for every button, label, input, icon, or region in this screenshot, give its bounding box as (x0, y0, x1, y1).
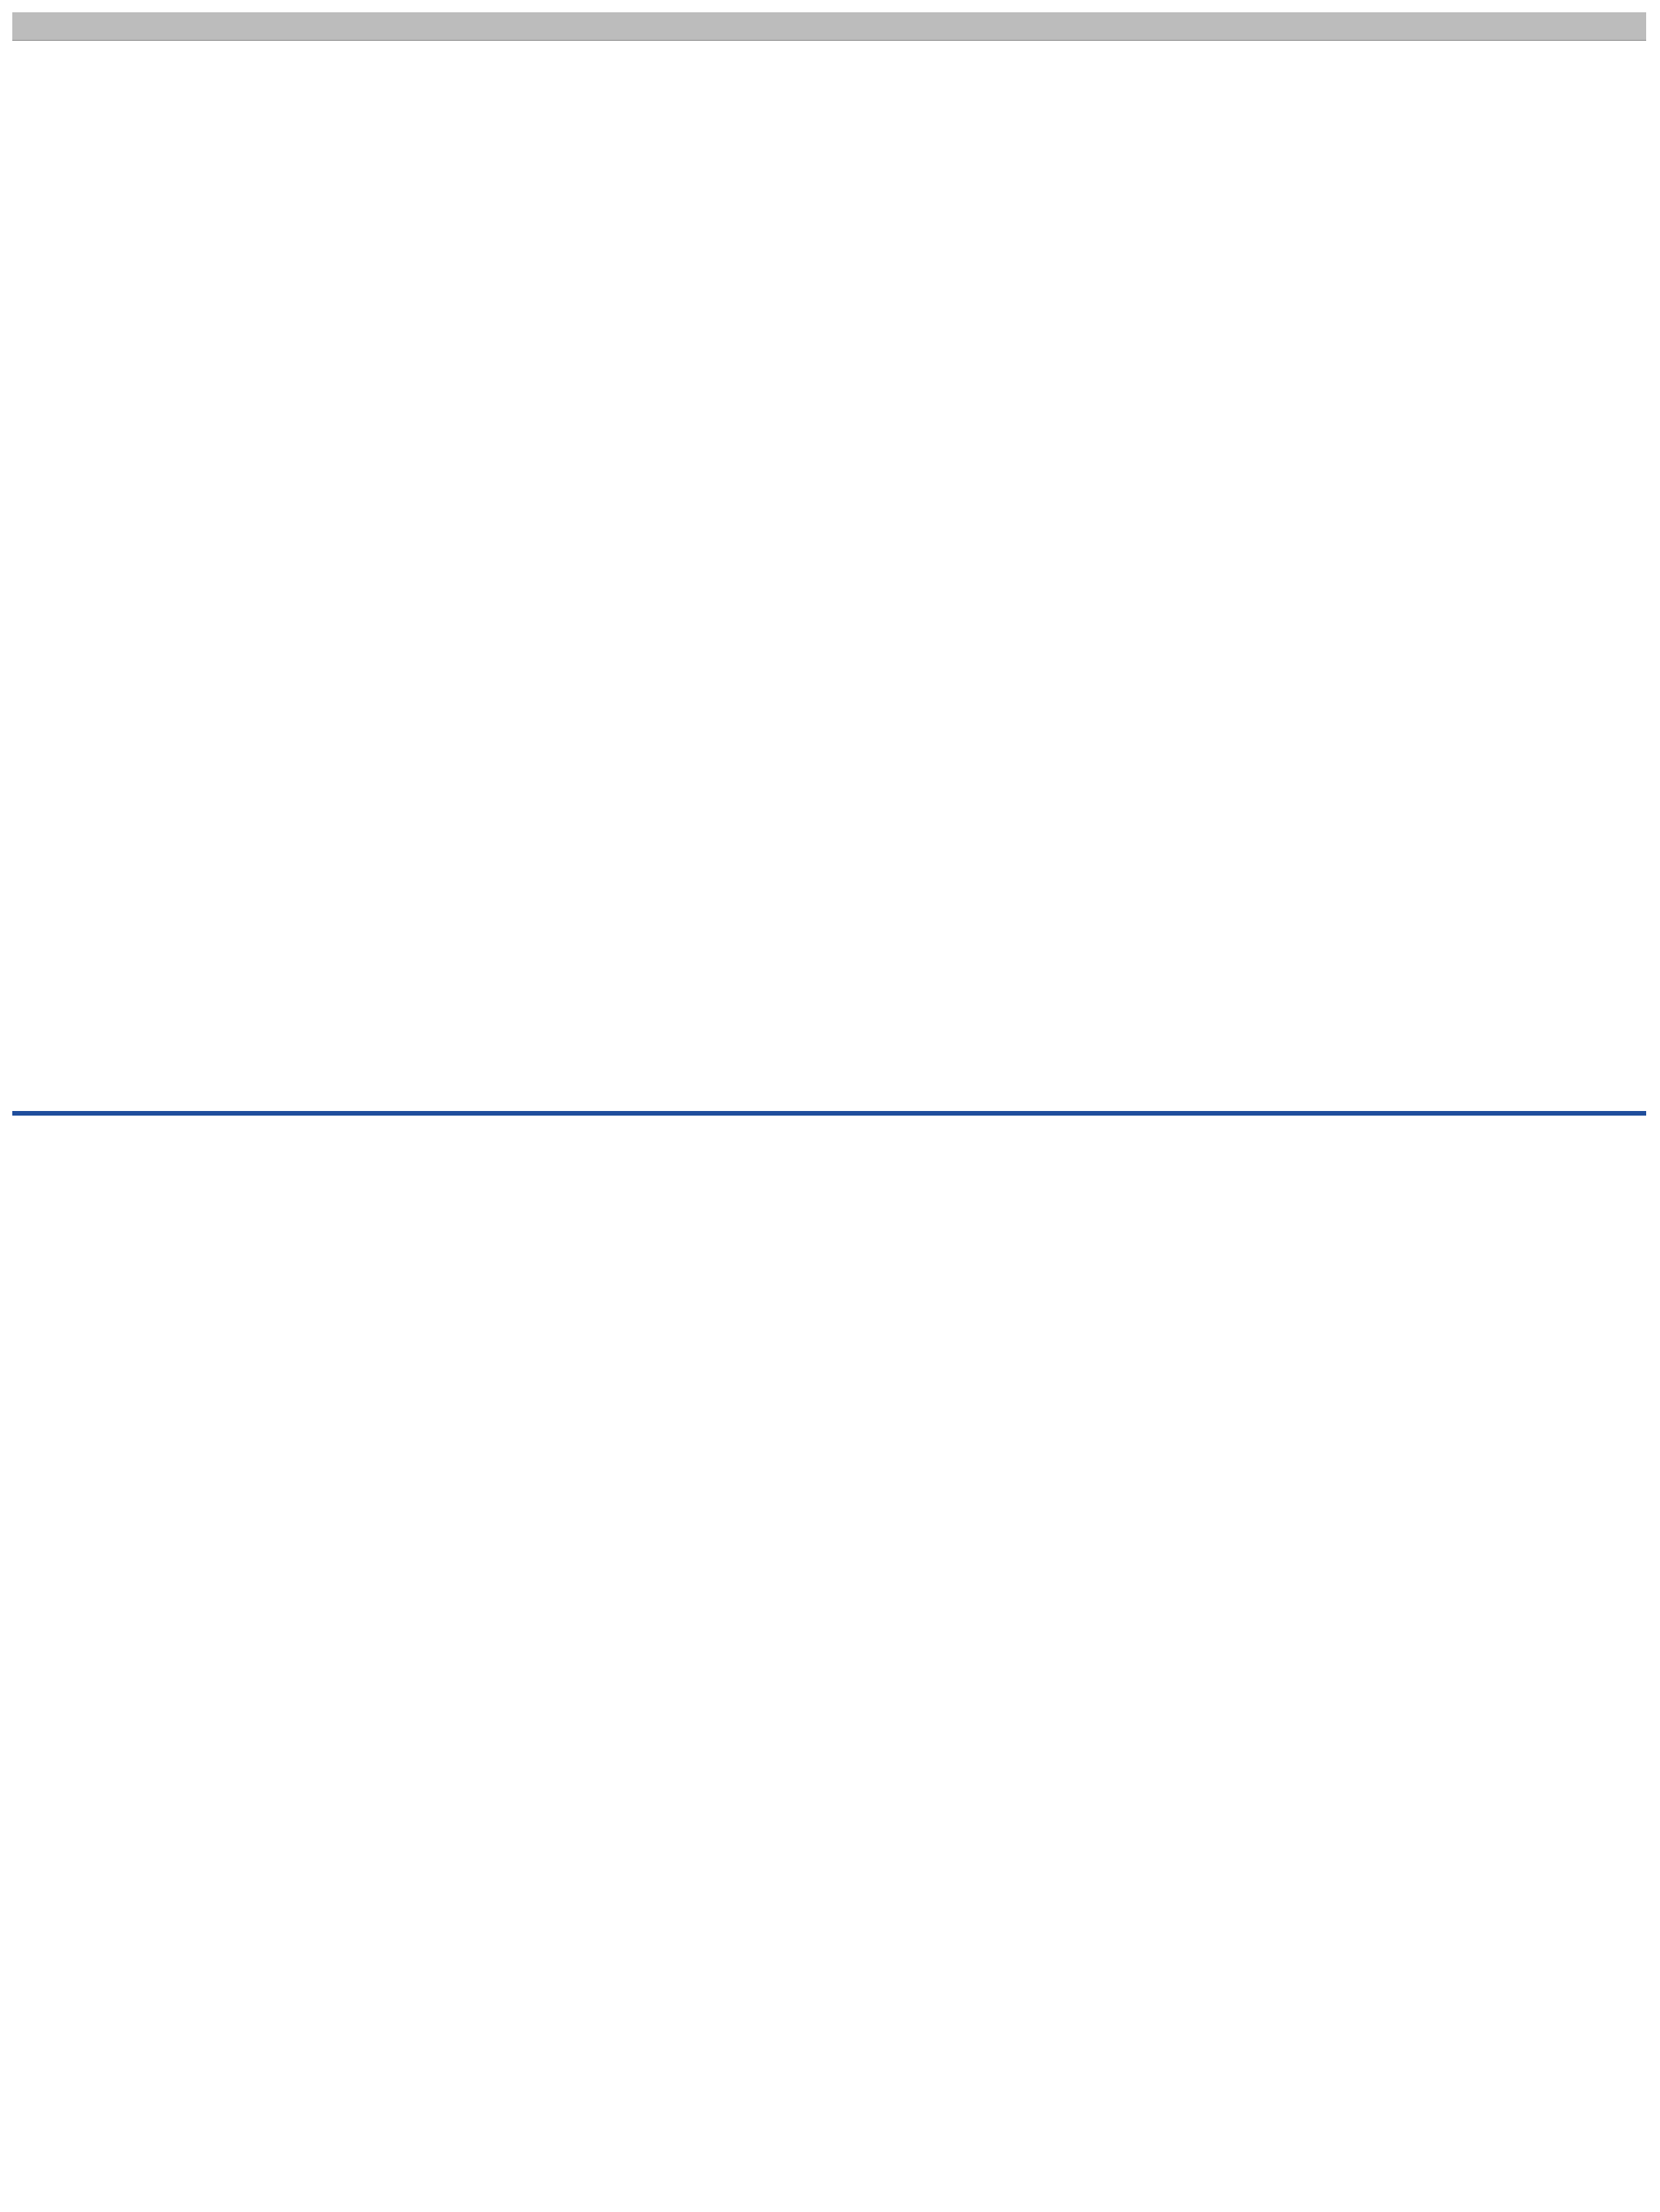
top-panel (12, 12, 1646, 41)
panel-divider (12, 1111, 1646, 1116)
watermark-banner (12, 12, 1646, 41)
